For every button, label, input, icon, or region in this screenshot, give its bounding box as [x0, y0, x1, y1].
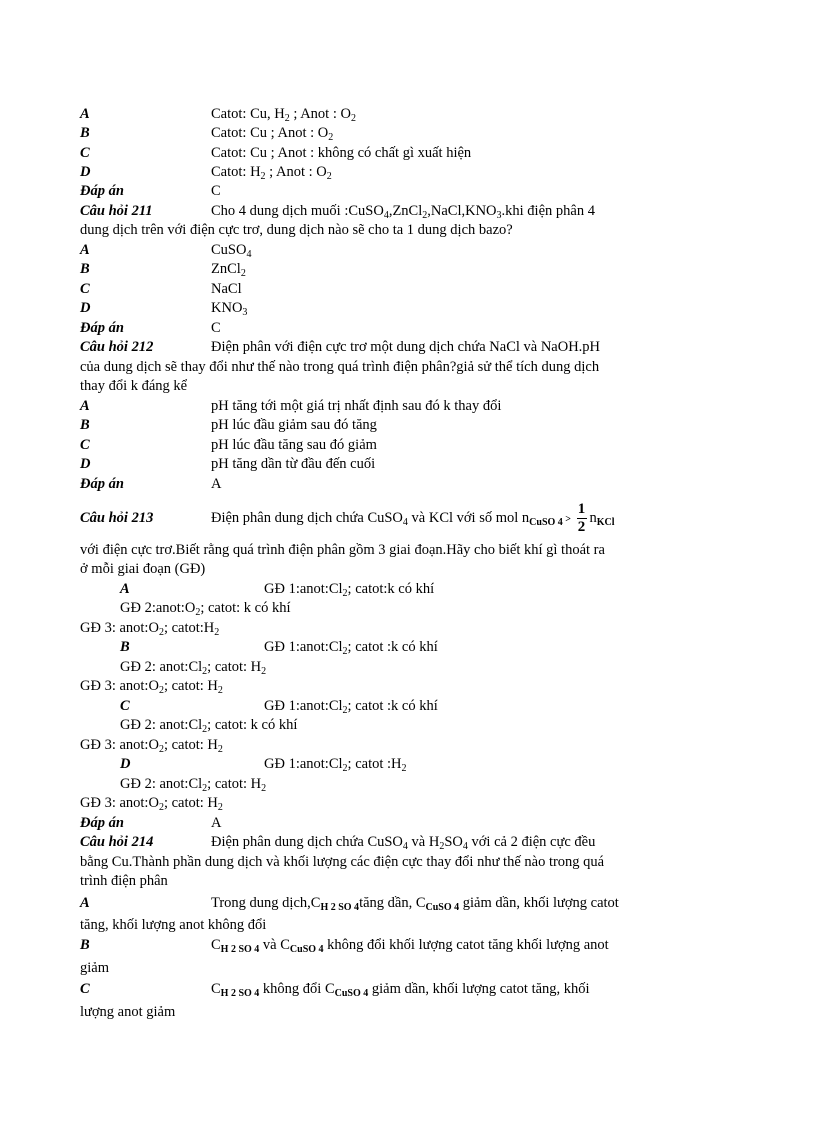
- stage-2: GĐ 2: $anot:Cl_2$; catot: $H_2$: [120, 776, 267, 794]
- question-title: Câu hỏi 213: [80, 510, 154, 526]
- answer-label: Đáp án: [80, 476, 124, 492]
- option-label: C: [80, 281, 90, 297]
- option-text: pH tăng tới một giá trị nhất định sau đó k thay đổi: [211, 398, 502, 414]
- option-label: A: [80, 895, 90, 911]
- question-text: Điện phân với điện cực trơ một dung dịch chứa NaCl và NaOH.pH: [211, 339, 601, 355]
- answer-label: Đáp án: [80, 815, 124, 831]
- option-text: NaCl: [211, 281, 242, 297]
- option-text: Catot: Cu ; Anot : $O_2$: [211, 125, 334, 143]
- stage-2: GĐ $2:anot:O_2$; catot: k có khí: [120, 600, 291, 618]
- option-label: B: [80, 417, 90, 433]
- option-label: D: [120, 756, 131, 772]
- question-text: với điện cực trơ.Biết rằng quá trình điện phân gồm 3 giai đoạn.Hãy cho biết khí gì thoát ra: [80, 542, 605, 558]
- answer-label: Đáp án: [80, 183, 124, 199]
- option-label: D: [80, 300, 91, 316]
- option-label: B: [80, 125, 90, 141]
- question-text: Cho 4 dung dịch muối $:CuSO_4,ZnCl_2,NaCl,KNO_3.khi$ điện phân 4: [211, 203, 595, 221]
- option-text: pH lúc đầu giảm sau đó tăng: [211, 417, 377, 433]
- option-text-continued: lượng anot giảm: [80, 1004, 176, 1020]
- option-text: Catot: $H_2$ ; Anot : $O_2$: [211, 164, 332, 182]
- option-text-continued: giảm: [80, 960, 109, 976]
- option-label: A: [80, 398, 90, 414]
- question-text: của dung dịch sẽ thay đổi như thế nào trong quá trình điện phân?giả sử thể tích dung dịch: [80, 359, 600, 375]
- answer-value: C: [211, 320, 221, 336]
- question-text: Điện phân dung dịch chứa CuSO$_4$ và KCl với số mol $n_{CuSO 4}$ > $\frac{1}{2}$ $n_{KCl}$: [211, 501, 615, 535]
- option-label: A: [120, 581, 130, 597]
- option-text: CuSO$_4$: [211, 242, 252, 260]
- option-label: B: [80, 937, 90, 953]
- option-text: pH tăng dần từ đầu đến cuối: [211, 456, 376, 472]
- option-label: B: [80, 261, 90, 277]
- question-text: ở mỗi giai đoạn (GĐ): [80, 561, 206, 577]
- question-text: Điện phân dung dịch chứa CuSO$_4$ và $H_2SO_4$ với cả 2 điện cực đều: [211, 834, 596, 852]
- option-label: C: [80, 981, 90, 997]
- option-label: A: [80, 106, 90, 122]
- question-title: Câu hỏi 211: [80, 203, 153, 219]
- answer-value: C: [211, 183, 221, 199]
- question-text: thay đổi k đáng kể: [80, 378, 188, 394]
- question-title: Câu hỏi 214: [80, 834, 154, 850]
- stage-3: GĐ 3: $anot:O_2$; catot: $H_2$: [80, 678, 223, 696]
- stage-3: GĐ 3: $anot:O_2$; catot: $H_2$: [80, 795, 223, 813]
- option-label: C: [80, 437, 90, 453]
- answer-value: A: [211, 815, 222, 831]
- option-text: $KNO_3$: [211, 300, 248, 318]
- question-text: dung dịch trên với điện cực trơ, dung dịch nào sẽ cho ta 1 dung dịch bazo?: [80, 222, 513, 238]
- option-text: Trong dung $dịch,C_{H 2 SO 4}tăng$ dần, $C_{CuSO 4}$ giảm dần, khối lượng catot: [211, 895, 619, 913]
- option-text-continued: tăng, khối lượng anot không đổi: [80, 917, 267, 933]
- stage-1: GĐ $1:anot:Cl_2$; catot $:H_2$: [264, 756, 407, 774]
- question-title: Câu hỏi 212: [80, 339, 154, 355]
- option-text: ZnCl$_2$: [211, 261, 246, 279]
- answer-value: A: [211, 476, 222, 492]
- option-text: pH lúc đầu tăng sau đó giảm: [211, 437, 377, 453]
- option-text: Catot: Cu ; Anot : không có chất gì xuất hiện: [211, 145, 472, 161]
- option-text: $C_{H 2 SO 4}$ và $C_{CuSO 4}$ không đổi khối lượng catot tăng khối lượng anot: [211, 937, 609, 955]
- option-text: $C_{H 2 SO 4}$ không đổi $C_{CuSO 4}$ giảm dần, khối lượng catot tăng, khối: [211, 981, 590, 999]
- stage-3: GĐ 3: $anot:O_2$; catot: $H_2$: [80, 737, 223, 755]
- stage-1: GĐ $1:anot:Cl_2$; catot:k có khí: [264, 581, 435, 599]
- fraction: $\frac{1}{2}$: [577, 501, 586, 535]
- stage-1: GĐ $1:anot:Cl_2$; catot :k có khí: [264, 639, 438, 657]
- stage-3: GĐ 3: $anot:O_2$; $catot:H_2$: [80, 620, 220, 638]
- option-label: A: [80, 242, 90, 258]
- option-label: C: [120, 698, 130, 714]
- option-text: Catot: Cu, $H_2$ ; Anot : $O_2$: [211, 106, 356, 124]
- option-label: B: [120, 639, 130, 655]
- stage-2: GĐ 2: $anot:Cl_2$; catot: $H_2$: [120, 659, 267, 677]
- option-label: C: [80, 145, 90, 161]
- question-text: bằng Cu.Thành phần dung dịch và khối lượng các điện cực thay đổi như thế nào trong quá: [80, 854, 605, 870]
- option-label: D: [80, 456, 91, 472]
- stage-2: GĐ 2: $anot:Cl_2$; catot: k có khí: [120, 717, 298, 735]
- question-text: trình điện phân: [80, 873, 168, 889]
- stage-1: GĐ $1:anot:Cl_2$; catot :k có khí: [264, 698, 438, 716]
- option-label: D: [80, 164, 91, 180]
- answer-label: Đáp án: [80, 320, 124, 336]
